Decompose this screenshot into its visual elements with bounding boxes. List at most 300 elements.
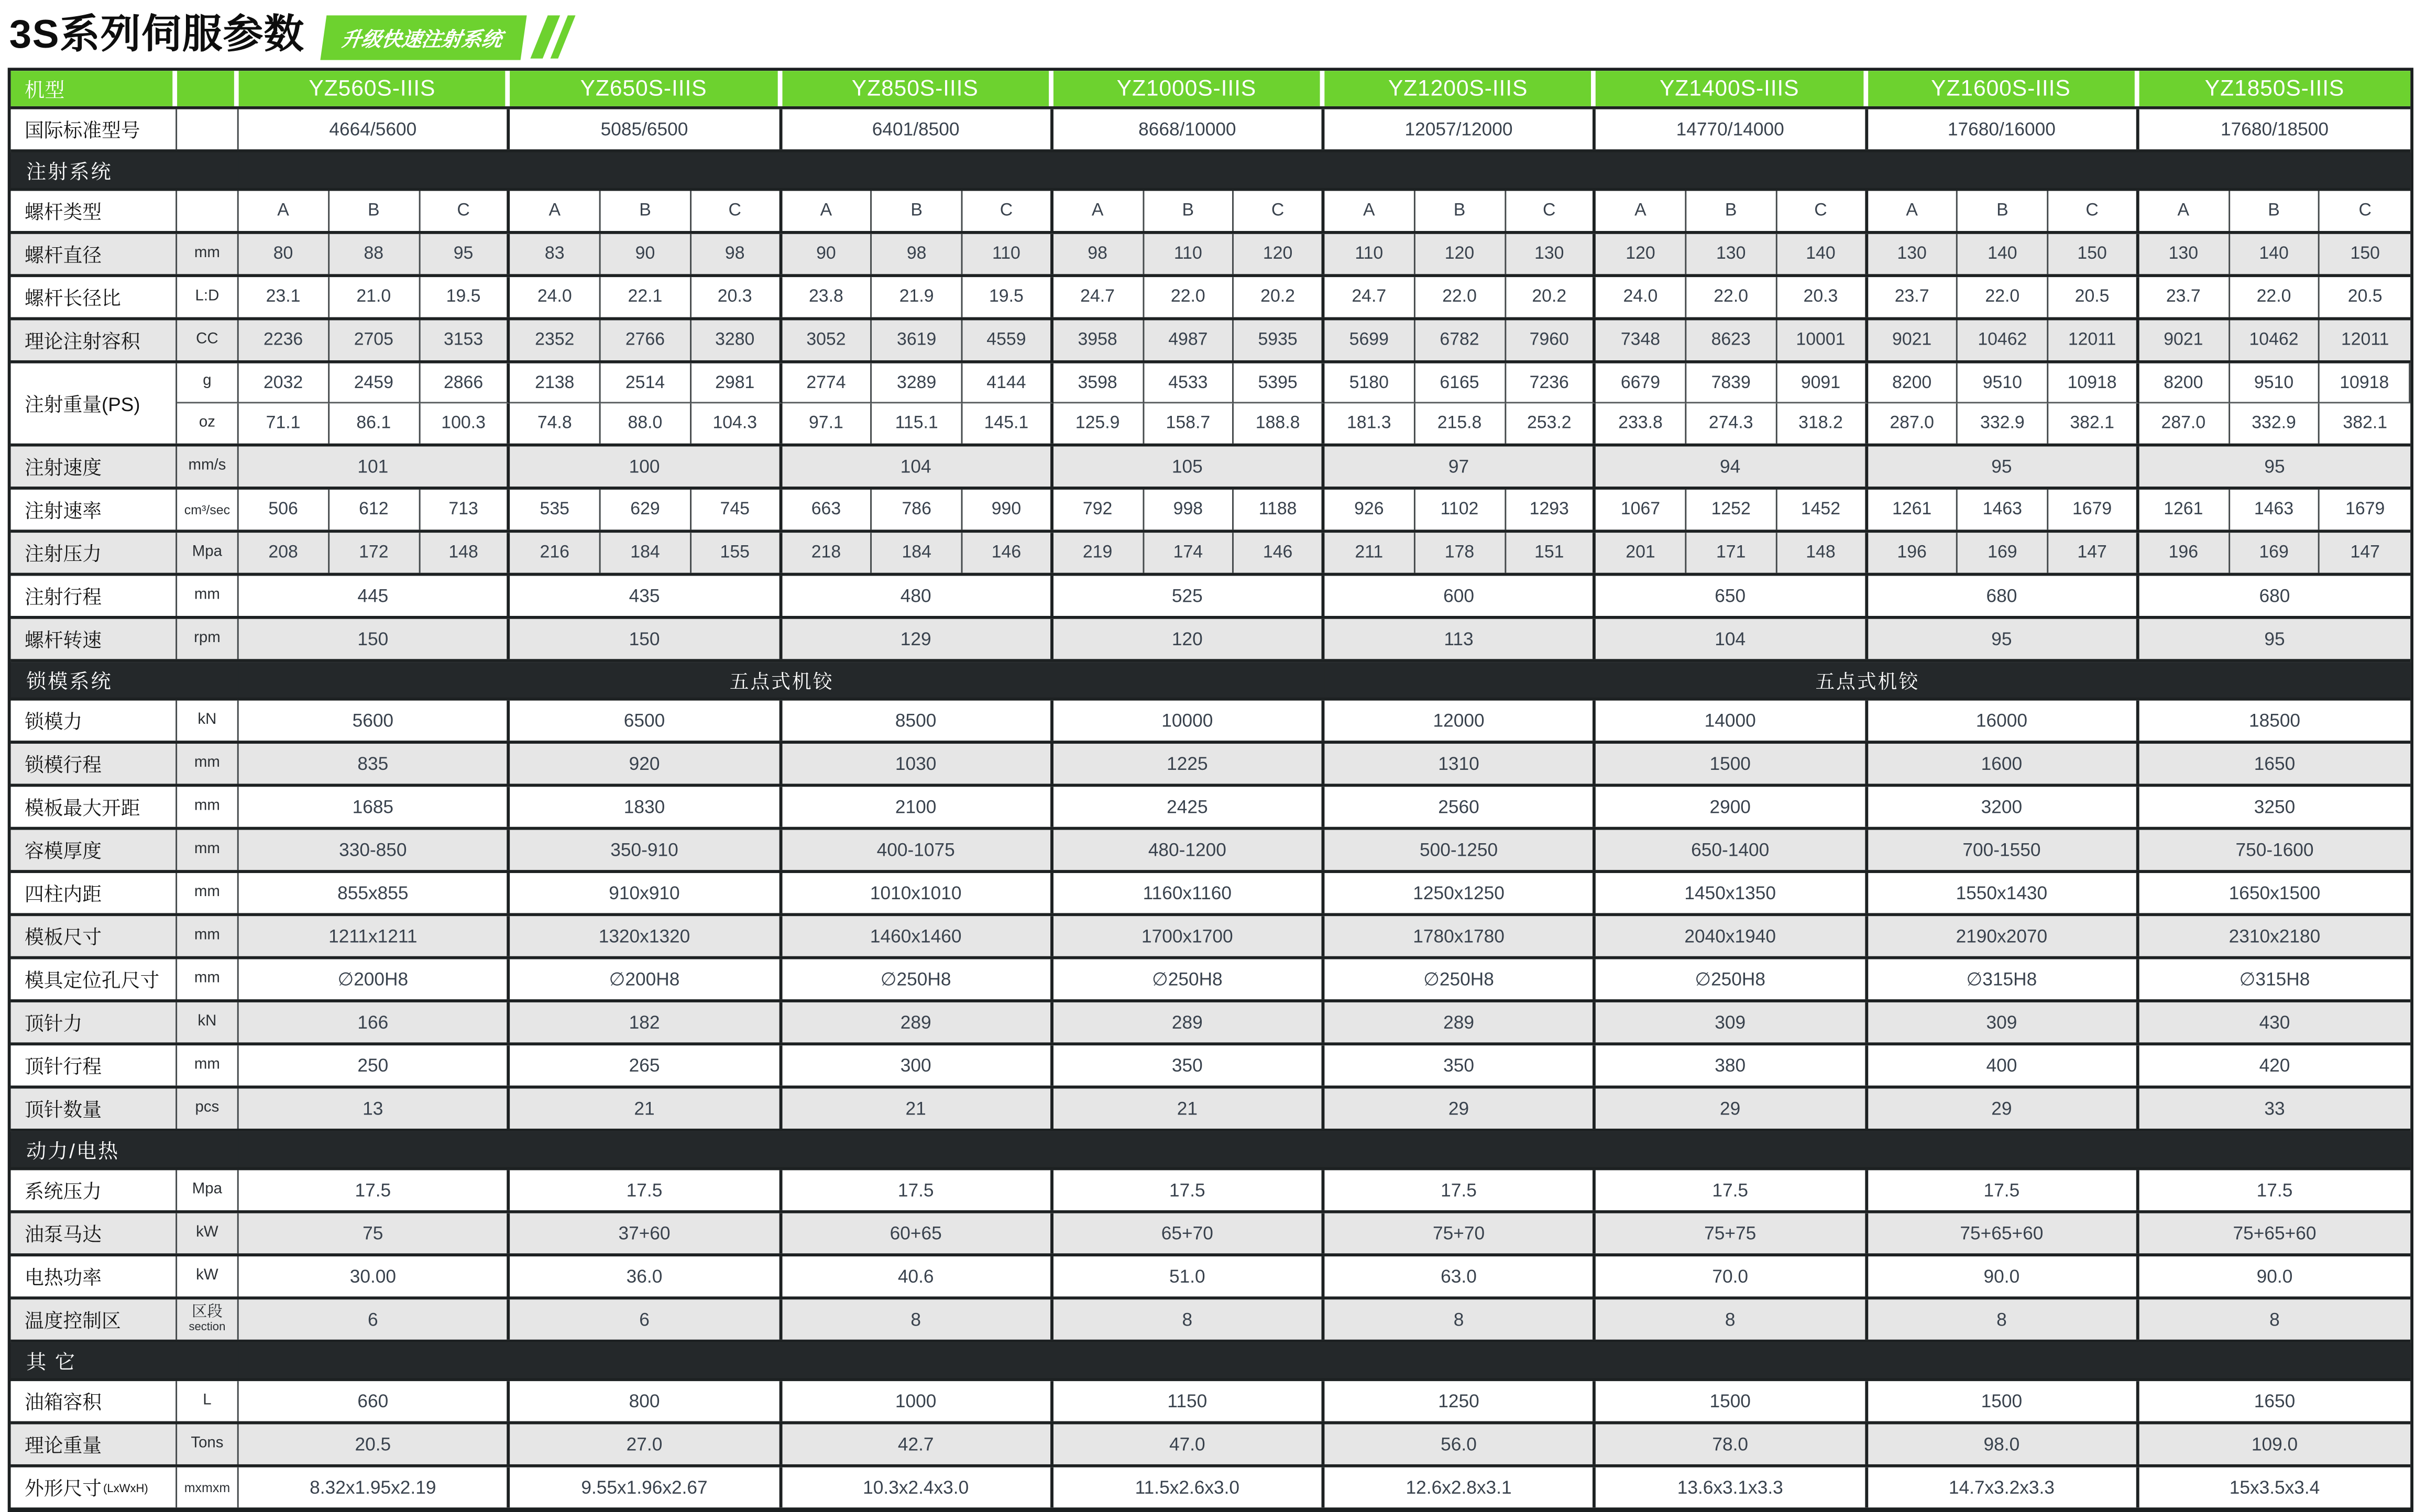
cell: 17.5 [1596,1170,1868,1210]
cell: 10462 [2230,321,2320,360]
cell: 1679 [2345,500,2385,519]
cell: 535 [510,490,601,529]
row-label: 顶针行程 [11,1045,178,1085]
cell: 400 [1868,1045,2139,1085]
cell: 1067 [1596,490,1687,529]
max-daylight [11,787,2411,830]
cell: 1211x1211 [239,916,510,956]
cell: 110 [963,234,1053,274]
cell: 17.5 [510,1170,782,1210]
cell: 174 [1144,533,1234,572]
cell: 8668/10000 [1053,109,1324,149]
row-label: 油箱容积 [11,1381,178,1421]
cell: 1650x1500 [2229,882,2321,904]
cell: 9091 [1777,363,1868,403]
cell: 9510 [1958,363,2048,403]
injection-stroke [11,576,2411,619]
cell: 130 [1686,234,1777,274]
row-label: 螺杆转速 [11,619,178,659]
row-unit: 区段 section [177,1299,239,1339]
row-unit: rpm [177,619,239,659]
cell: 265 [510,1045,782,1085]
cell: 71.1 [239,403,330,443]
ejector-stroke [11,1045,2411,1088]
cell: 12.6x2.8x3.1 [1324,1467,1596,1507]
cell: 7348 [1596,321,1687,360]
cell: C [1506,191,1596,231]
model-header-row [11,71,2411,109]
cell: 86.1 [329,403,420,443]
row-label: 螺杆直径 [11,234,178,274]
cell: 115.1 [872,403,963,443]
cell: 169 [2230,533,2320,572]
cell: 130 [1506,234,1596,274]
cell: 480 [782,576,1053,616]
cell: 95 [420,234,510,274]
cell: 332.9 [2230,403,2320,443]
cell: 78.0 [1596,1425,1868,1464]
cell: 792 [1053,490,1144,529]
cell: A [2139,191,2230,231]
cell: 480-1200 [1053,830,1324,870]
cell: 1780x1780 [1324,916,1596,956]
cell: 125.9 [1053,403,1144,443]
cell: 145.1 [963,403,1053,443]
cell: 110 [1144,234,1234,274]
injection-speed [11,447,2411,490]
cell: 150 [510,619,782,659]
cell: 16000 [1868,701,2139,741]
cell: 3153 [420,321,510,360]
cell: 1700x1700 [1053,916,1324,956]
cell: 184 [601,533,691,572]
cell: 1463 [2230,490,2320,529]
cell: 14000 [1596,701,1868,741]
cell: 1452 [1777,490,1868,529]
cell: 6679 [1596,363,1687,403]
cell: 47.0 [1053,1425,1324,1464]
cell: 8 [2269,1309,2280,1331]
cell: B [1144,191,1234,231]
cell: 27.0 [510,1425,782,1464]
cell: A [1053,191,1144,231]
row-unit: oz [177,403,239,443]
row-unit: cm³/sec [177,490,239,529]
row-unit: kN [177,1002,239,1042]
cell: 155 [691,533,782,572]
shot-weight [11,363,2411,447]
cell: 21 [510,1089,782,1129]
cell: 10462 [1958,321,2048,360]
tiebar-distance [11,873,2411,916]
others-section [11,1343,2411,1382]
cell: 2425 [1053,787,1324,826]
screw-ld-ratio [11,277,2411,320]
row-label: 螺杆长径比 [11,277,178,317]
cell: 2310x2180 [2229,925,2321,947]
cell: 2705 [329,321,420,360]
cell: 120 [1596,234,1687,274]
cell: 1450x1350 [1596,873,1868,913]
cell: 2900 [1596,787,1868,826]
cell: 2459 [329,363,420,403]
cell: 1000 [782,1381,1053,1421]
cell: 201 [1596,533,1687,572]
cell: 1252 [1686,490,1777,529]
cell: 37+60 [510,1213,782,1253]
cell: 4533 [1144,363,1234,403]
cell: 12011 [2341,331,2389,350]
cell: 29 [1868,1089,2139,1129]
cell: 1261 [2139,490,2230,529]
cell: 10918 [2320,363,2410,403]
cell: 148 [420,533,510,572]
cell: 1250x1250 [1324,873,1596,913]
cell: 90 [601,234,691,274]
row-unit: CC [177,321,239,360]
cell: 1600 [1868,744,2139,783]
cell: 36.0 [510,1256,782,1296]
cell: 20.5 [2347,288,2383,307]
cell: 8500 [782,701,1053,741]
cell: 169 [1958,533,2048,572]
col-header-machine-type: 机型 [11,71,178,106]
row-label: 锁模行程 [11,744,178,783]
cell: 2236 [239,321,330,360]
row-label: 注射压力 [11,533,178,572]
cell: C [1777,191,1868,231]
cell: ∅200H8 [239,959,510,999]
row-unit [177,109,239,149]
cell: A [782,191,872,231]
cell: 146 [1234,533,1325,572]
upgrade-badge [320,15,526,60]
cell: 211 [1324,533,1415,572]
cell: B [1686,191,1777,231]
cell: 8623 [1686,321,1777,360]
row-unit: mm [177,234,239,274]
row-label: 注射行程 [11,576,178,616]
cell: 500-1250 [1324,830,1596,870]
cell: 274.3 [1686,403,1777,443]
row-label: 顶针力 [11,1002,178,1042]
cell: 148 [1777,533,1868,572]
cell: 8 [782,1299,1053,1339]
cell: ∅250H8 [1053,959,1324,999]
row-unit: mm [177,959,239,999]
cell: 23.1 [239,277,330,317]
cell: ∅315H8 [2239,968,2310,990]
cell: 12057/12000 [1324,109,1596,149]
cell: 3289 [872,363,963,403]
cell: 2032 [239,363,330,403]
cell: 318.2 [1777,403,1868,443]
row-label: 顶针数量 [11,1089,178,1129]
heating-power [11,1256,2411,1299]
cell: 147 [2048,533,2139,572]
cell: 7960 [1506,321,1596,360]
cell: 196 [1868,533,1958,572]
cell: 95 [1868,447,2139,487]
cell: 650 [1596,576,1868,616]
cell: 663 [782,490,872,529]
cell: ∅200H8 [510,959,782,999]
cell: 140 [1958,234,2048,274]
cell: 90.0 [1868,1256,2139,1296]
cell: 75+65+60 [1868,1213,2139,1253]
row-label: 国际标准型号 [11,109,178,149]
cell: 300 [782,1045,1053,1085]
cell: 700-1550 [1868,830,2139,870]
title-bar [0,0,2415,68]
row-label: 锁模力 [11,701,178,741]
screw-type [11,191,2411,234]
row-unit: L [177,1381,239,1421]
cell: 332.9 [1958,403,2048,443]
cell: 4144 [963,363,1053,403]
cell: C [2048,191,2139,231]
cell: 5180 [1324,363,1415,403]
cell: 196 [2139,533,2230,572]
row-unit: mm/s [177,447,239,487]
cell: 22.1 [601,277,691,317]
locating-ring [11,959,2411,1002]
cell: 215.8 [1415,403,1506,443]
cell: 13 [239,1089,510,1129]
cell: B [872,191,963,231]
cell: 17.5 [782,1170,1053,1210]
cell: 15x3.5x3.4 [2229,1476,2320,1498]
row-label: 注射重量(PS) [11,363,178,444]
cell: 10918 [2048,363,2139,403]
row-unit: mm [177,830,239,870]
row-unit: mm [177,873,239,913]
cell: 10001 [1777,321,1868,360]
cell: 75+65+60 [2233,1222,2317,1244]
cell: 98 [691,234,782,274]
cell: ∅250H8 [782,959,1053,999]
cell: 309 [1868,1002,2139,1042]
cell: 63.0 [1324,1256,1596,1296]
cell: 17.5 [239,1170,510,1210]
cell: ∅250H8 [1596,959,1868,999]
cell: 97.1 [782,403,872,443]
row-unit: mxmxm [177,1467,239,1507]
row-label: 螺杆类型 [11,191,178,231]
row-unit: kN [177,701,239,741]
cell: 97 [1324,447,1596,487]
cell: 83 [510,234,601,274]
cell: A [1596,191,1687,231]
cell: 289 [1053,1002,1324,1042]
cell: 88 [329,234,420,274]
cell: 60+65 [782,1213,1053,1253]
section-filler [239,152,2410,188]
injection-pressure [11,533,2411,576]
cell: 56.0 [1324,1425,1596,1464]
cell: 1500 [1596,1381,1868,1421]
cell: 1463 [1958,490,2048,529]
cell: 1685 [239,787,510,826]
cell: 140 [2230,234,2320,274]
cell: 287.0 [2139,403,2230,443]
row-unit [177,191,239,231]
row-label: 电热功率 [11,1256,178,1296]
row-unit: L:D [177,277,239,317]
cell: 7236 [1506,363,1596,403]
cell: 506 [239,490,330,529]
cell: 382.1 [2343,414,2388,433]
cell: 104 [782,447,1053,487]
cell: 90 [782,234,872,274]
cell: B [1958,191,2048,231]
cell: 8200 [1868,363,1958,403]
cell: 29 [1596,1089,1868,1129]
cell: 713 [420,490,510,529]
cell: 1310 [1324,744,1596,783]
cell: 2138 [510,363,601,403]
row-label: 模具定位孔尺寸 [11,959,178,999]
row-label: 注射速率 [11,490,178,529]
cell: 21 [1053,1089,1324,1129]
cell: 98 [1053,234,1144,274]
cell: A [239,191,330,231]
injection-system-section [11,152,2411,191]
cell: 2352 [510,321,601,360]
cell: 120 [1415,234,1506,274]
section-span-label: 五点式机铰 [239,662,1325,698]
cell: 1320x1320 [510,916,782,956]
cell: 3200 [1868,787,2139,826]
cell: 22.0 [1144,277,1234,317]
cell: 95 [1868,619,2139,659]
cell: A [1324,191,1415,231]
cell: 612 [329,490,420,529]
machine-weight [11,1425,2411,1467]
cell: 8.32x1.95x2.19 [239,1467,510,1507]
row-label: 外形尺寸 (LxWxH) [11,1467,178,1507]
model-header: YZ1000S-IIIS [1053,71,1324,106]
cell: 10.3x2.4x3.0 [782,1467,1053,1507]
cell: C [1234,191,1325,231]
temp-control-zones [11,1299,2411,1342]
row-label-suffix: (LxWxH) [103,1480,148,1495]
cell: 4664/5600 [239,109,510,149]
shot-volume [11,321,2411,363]
cell: 350-910 [510,830,782,870]
cell: 9021 [2139,321,2230,360]
cell: 171 [1686,533,1777,572]
cell: 12000 [1324,701,1596,741]
row-unit: Mpa [177,1170,239,1210]
cell: 680 [1868,576,2139,616]
row-unit: mm [177,744,239,783]
badge-label: 升级快速注射系统 [339,27,503,51]
cell: 75+70 [1324,1213,1596,1253]
cell: B [601,191,691,231]
cell: 420 [2259,1054,2290,1077]
oil-tank [11,1381,2411,1424]
cell: B [1415,191,1506,231]
cell: 2766 [601,321,691,360]
page-title: 3S系列伺服参数 [9,10,305,57]
cell: 182 [510,1002,782,1042]
cell: 98 [872,234,963,274]
cell: 9510 [2230,363,2320,403]
cell: 129 [782,619,1053,659]
cell: 1650 [2254,1390,2296,1412]
cell: 22.0 [1686,277,1777,317]
section-label: 锁模系统 [11,662,239,698]
cell: 105 [1053,447,1324,487]
cell: 70.0 [1596,1256,1868,1296]
cell: 24.0 [1596,277,1687,317]
cell: 184 [872,533,963,572]
cell: 2774 [782,363,872,403]
cell: 3280 [691,321,782,360]
cell: 94 [1596,447,1868,487]
cell: 151 [1506,533,1596,572]
cell: 600 [1324,576,1596,616]
cell: 150 [239,619,510,659]
cell: 218 [782,533,872,572]
cell: 309 [1596,1002,1868,1042]
intl-standard-model [11,109,2411,152]
cell: 109.0 [2251,1433,2298,1455]
cell: 2981 [691,363,782,403]
cell: 30.00 [239,1256,510,1296]
cell: 17680/16000 [1868,109,2139,149]
cell: 101 [239,447,510,487]
cell: 660 [239,1381,510,1421]
cell: 5600 [239,701,510,741]
model-header: YZ560S-IIIS [239,71,510,106]
cell: 23.7 [2139,277,2230,317]
cell: 17.5 [1868,1170,2139,1210]
cell: 855x855 [239,873,510,913]
cell: 910x910 [510,873,782,913]
cell: 435 [510,576,782,616]
row-unit: mm [177,787,239,826]
cell: ∅315H8 [1868,959,2139,999]
model-header: YZ1600S-IIIS [1868,71,2139,106]
cell: 1261 [1868,490,1958,529]
cell: 250 [239,1045,510,1085]
cell: 18500 [2248,710,2301,732]
cell: 445 [239,576,510,616]
cell: 208 [239,533,330,572]
cell: 14770/14000 [1596,109,1868,149]
cell: 1679 [2048,490,2139,529]
ejector-force [11,1002,2411,1045]
cell: 33 [2264,1098,2285,1120]
cell: 3619 [872,321,963,360]
cell: 835 [239,744,510,783]
cell: 20.5 [239,1425,510,1464]
cell: 750-1600 [2235,839,2314,861]
row-label: 理论重量 [11,1425,178,1464]
cell: 178 [1415,533,1506,572]
system-pressure [11,1170,2411,1213]
cell: 2866 [420,363,510,403]
screw-diameter [11,234,2411,277]
cell: 1500 [1596,744,1868,783]
row-unit: Tons [177,1425,239,1464]
row-label: 油泵马达 [11,1213,178,1253]
cell: 13.6x3.1x3.3 [1596,1467,1868,1507]
cell: 6 [239,1299,510,1339]
cell: 22.0 [1958,277,2048,317]
